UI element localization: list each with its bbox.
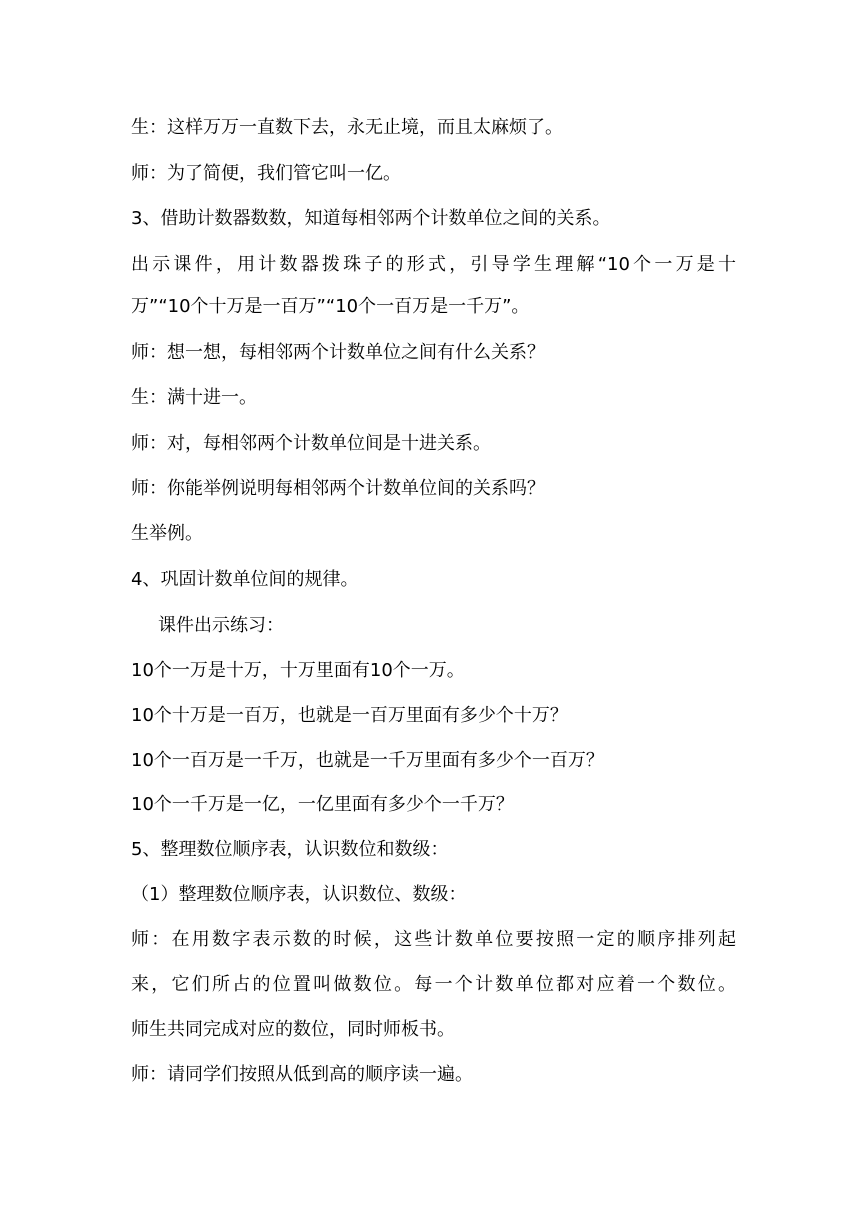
subsection-heading: （1）整理数位顺序表，认识数位、数级：	[131, 884, 467, 905]
exercise-line: 10个一百万是一千万，也就是一千万里面有多少个一百万？	[131, 750, 604, 771]
exercise-line: 10个十万是一百万，也就是一百万里面有多少个十万？	[131, 705, 568, 726]
section-heading: 5、整理数位顺序表，认识数位和数级：	[131, 839, 449, 860]
paragraph-line: 生：这样万万一直数下去，永无止境，而且太麻烦了。	[131, 117, 563, 138]
paragraph-line: 出示课件，用计数器拨珠子的形式，引导学生理解“10个一万是十	[131, 254, 736, 275]
section-heading: 3、借助计数器数数，知道每相邻两个计数单位之间的关系。	[131, 208, 611, 229]
paragraph-line: 师：想一想，每相邻两个计数单位之间有什么关系？	[131, 342, 545, 363]
paragraph-line: 师：你能举例说明每相邻两个计数单位间的关系吗？	[131, 478, 545, 499]
paragraph-line: 课件出示练习：	[158, 615, 284, 636]
paragraph-line: 师：对，每相邻两个计数单位间是十进关系。	[131, 433, 491, 454]
exercise-line: 10个一万是十万，十万里面有10个一万。	[131, 660, 465, 681]
paragraph-line: 生举例。	[131, 523, 203, 544]
paragraph-line: 万”“10个十万是一百万”“10个一百万是一千万”。	[131, 296, 530, 317]
paragraph-line: 生：满十进一。	[131, 387, 257, 408]
exercise-line: 10个一千万是一亿，一亿里面有多少个一千万？	[131, 794, 514, 815]
paragraph-line: 师：请同学们按照从低到高的顺序读一遍。	[131, 1064, 473, 1085]
section-heading: 4、巩固计数单位间的规律。	[131, 569, 359, 590]
paragraph-line: 师：为了简便，我们管它叫一亿。	[131, 163, 401, 184]
paragraph-line: 师生共同完成对应的数位，同时师板书。	[131, 1019, 455, 1040]
paragraph-line: 来，它们所占的位置叫做数位。每一个计数单位都对应着一个数位。	[131, 974, 736, 995]
paragraph-line: 师：在用数字表示数的时候，这些计数单位要按照一定的顺序排列起	[131, 929, 736, 950]
